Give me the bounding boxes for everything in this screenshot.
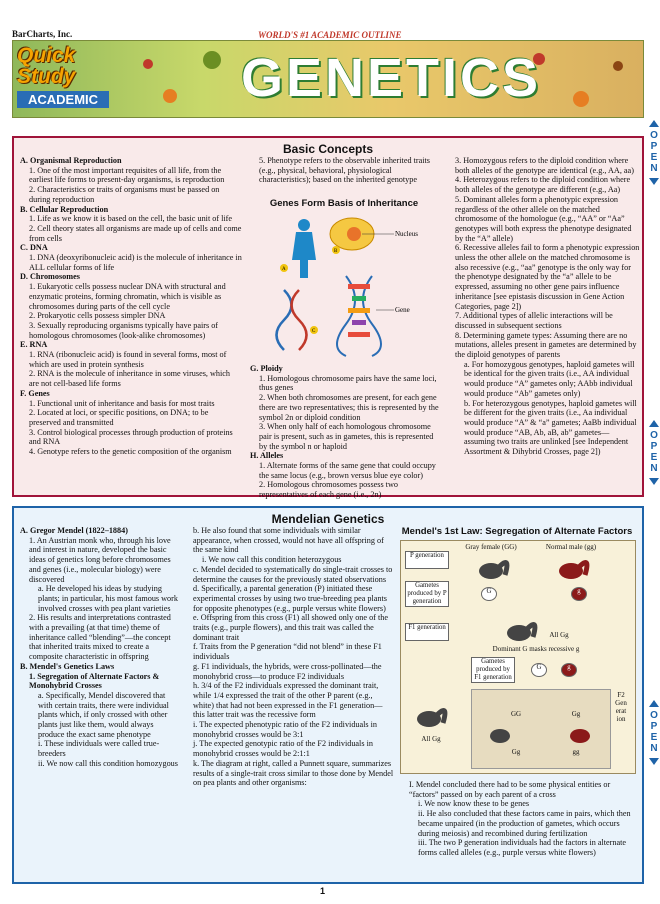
arrow-down-icon <box>649 478 659 485</box>
mendel-col-3 <box>400 780 636 858</box>
f2-generation-label: F2 Generation <box>615 691 627 723</box>
outline-item: 2. Cell theory states all organisms are made up of cells and come from cells <box>29 223 242 243</box>
outline-item: h. 3/4 of the F2 individuals expressed the dominant trait, while 1/4 expressed the trait of the other P parent (e.g., white) that had not been expressed in the F1 generation—this latter trait was the recessive form <box>193 681 383 720</box>
f1-generation-label: F1 generation <box>405 623 449 641</box>
arrow-up-icon <box>649 700 659 707</box>
outline-item: 5. Dominant alleles form a phenotypic expression regardless of the other allele on the matched chromosome of the homologue (e.g., “AA” or “Aa” genotypes will both express the phenotype designated by the “A” allele) <box>455 194 632 243</box>
outline-item: 4. Genotype refers to the genetic composition of the organism <box>29 447 232 457</box>
outline-item: iii. The two P generation individuals had the factors in alternate forms called alleles (e.g., purple versus white flowers) <box>418 838 627 857</box>
outline-item: 1. Functional unit of inheritance and basis for most traits <box>29 398 215 408</box>
tagline: WORLD'S #1 ACADEMIC OUTLINE <box>258 30 402 40</box>
basic-col-2-top <box>250 156 440 185</box>
outline-item: F. Genes <box>20 388 50 398</box>
open-label: OPEN <box>650 430 658 474</box>
cell-GG: GG <box>510 710 522 718</box>
outline-item: C. DNA <box>20 243 48 253</box>
logo-academic: ACADEMIC <box>17 91 109 108</box>
outline-item: k. The diagram at right, called a Punnett square, summarizes results of a single-trait cross similar to those done by Mendel on pea plants and other organisms: <box>193 758 394 788</box>
outline-item: 2. His results and interpretations contrasted with a prevailing (at that time) theme of inheritance called “blending”—the concept that inherited traits mixed to create a composite characteristic in offspring <box>29 613 171 662</box>
human-icon <box>292 219 316 278</box>
page-number: 1 <box>320 886 326 896</box>
p-generation-label: P generation <box>405 551 449 569</box>
outline-item: i. We now call this condition heterozygous <box>202 555 342 565</box>
open-label: OPEN <box>650 130 658 174</box>
arrow-down-icon <box>649 758 659 765</box>
squirrel-icon <box>476 720 606 746</box>
outline-item: 7. Additional types of allelic interactions will be discussed in subsequent sections <box>455 311 613 330</box>
squirrel-icon <box>411 701 451 731</box>
arrow-down-icon <box>649 178 659 185</box>
outline-item: 3. Control biological processes through production of proteins and RNA <box>29 427 233 447</box>
mendelian-genetics-section <box>12 506 644 884</box>
marker-a: A <box>282 267 286 272</box>
header <box>0 0 660 40</box>
outline-item: d. Specifically, a parental generation (P) initiated these experimental crosses by using two true-breeding pea plants for opposite phenotypes (e.g., purple versus white flowers) <box>193 584 387 613</box>
figure-title: Genes Form Basis of Inheritance <box>269 198 419 209</box>
outline-item: b. He also found that some individuals with similar appearance, when crossed, would not have all offspring of the same kind <box>193 526 384 555</box>
squirrel-icon <box>501 615 541 643</box>
marker-c: C <box>312 329 316 334</box>
outline-item: 1. RNA (ribonucleic acid) is found in several forms, most of which are used in protein synthesis <box>29 350 227 369</box>
outline-item: A. Gregor Mendel (1822–1884) <box>20 526 128 535</box>
mendel-col-2 <box>184 526 394 788</box>
cell-decoration <box>143 59 153 69</box>
title-banner <box>12 40 644 118</box>
outline-item: a. Specifically, Mendel discovered that with certain traits, there were individual plants which, if only crossed with other plants just like them, would always produce the exact same phenotype <box>38 690 169 739</box>
outline-item: 2. Prokaryotic cells possess simpler DNA <box>29 311 166 321</box>
outline-item: j. The expected genotypic ratio of the F2 individuals in monohybrid crosses would be 2:1:1 <box>193 739 373 759</box>
outline-item: E. RNA <box>20 340 48 350</box>
outline-item: 6. Recessive alleles fail to form a phenotypic expression unless the other allele on the matched chromosome is also recessive (e.g., “aa” genotype is the only way for the phenotype designated by the “a” allele to be expressed, assuming no other gene pairs influence inheritance [see epistasis discussion in Gene Action Categories, page 2]) <box>455 243 640 311</box>
gene-label: Gene <box>395 306 410 314</box>
outline-item: 2. Homologous chromosomes possess two representatives of each gene (i.e., 2n) <box>259 480 398 500</box>
basic-col-1 <box>20 156 242 457</box>
outline-item: 1. DNA (deoxyribonucleic acid) is the molecule of inheritance in ALL cellular forms of life <box>29 253 242 272</box>
nucleus-label: Nucleus <box>395 230 418 238</box>
quickstudy-logo <box>17 45 109 115</box>
cell-decoration <box>163 89 177 103</box>
gray-female-label: Gray female (GG) <box>465 543 517 551</box>
arrow-up-icon <box>649 120 659 127</box>
outline-item: ii. We now call this condition homozygous <box>38 758 178 768</box>
outline-item: 2. When both chromosomes are present, for each gene there are two representatives; this is represented by the symbol 2n or diploid condition <box>259 393 439 422</box>
cell-gg: gg <box>572 748 580 756</box>
page-title: GENETICS <box>241 48 542 108</box>
outline-item: A. Organismal Reproduction <box>20 156 122 165</box>
outline-item: i. These individuals were called true-breeders <box>38 739 160 759</box>
basic-col-2-bottom <box>250 364 440 500</box>
outline-item: 2. Characteristics or traits of organisms must be passed on during reproduction <box>29 185 220 204</box>
gamete-G: G <box>481 587 497 601</box>
mendel-col-1 <box>20 526 180 769</box>
normal-male-label: Normal male (gg) <box>545 543 597 551</box>
section-title: Mendelian Genetics <box>271 512 385 526</box>
outline-item: 1. Eukaryotic cells possess nuclear DNA with structural and enzymatic proteins, forming chromatin, which is visible as chromosomes during parts of the cell cycle <box>29 282 226 311</box>
dna-helix-icon <box>277 290 307 350</box>
gamete-g: g <box>571 587 587 601</box>
outline-item: 2. RNA is the molecule of inheritance in some viruses, which are not cell-based life forms <box>29 369 231 389</box>
all-gg-label: All Gg <box>421 735 441 743</box>
marker-b: B <box>334 249 338 254</box>
inheritance-figure <box>254 210 439 358</box>
outline-item: B. Cellular Reproduction <box>20 204 109 214</box>
arrow-up-icon <box>649 420 659 427</box>
punnett-square <box>471 689 611 769</box>
outline-item: 3. Sexually reproducing organisms typically have pairs of homologous chromosomes (look-alike chromosomes) <box>29 320 219 340</box>
gametes-p-label: Gametes produced by P generation <box>405 581 449 607</box>
outline-item: 3. Homozygous refers to the diploid condition where both alleles of the genotype are identical (e.g., AA, aa) <box>455 156 634 175</box>
outline-item: D. Chromosomes <box>20 272 80 282</box>
outline-item: i. The expected phenotypic ratio of the F2 individuals in monohybrid crosses would be 3:1 <box>193 720 378 739</box>
basic-concepts-section <box>12 136 644 500</box>
logo-line: Quick <box>17 44 76 67</box>
outline-item: f. Traits from the P generation “did not blend” in these F1 individuals <box>193 642 382 662</box>
outline-item: b. For heterozygous genotypes, haploid gametes will be different for the given traits (i.e., Aa individual would produce “A” & “a” gametes; AaBb individual would produce “AB, Ab, aB, ab” gametes—assuming two traits are unlinked [see Independent Assortment & Dihybrid Crosses, page 2]) <box>464 398 637 457</box>
outline-item: 2. Located at loci, or specific positions, on DNA; to be preserved and transmitted <box>29 408 209 427</box>
gametes-f1-label: Gametes produced by F1 generation <box>471 657 515 683</box>
squirrel-icon <box>471 553 601 583</box>
open-label: OPEN <box>650 710 658 754</box>
outline-item: 1. Alternate forms of the same gene that could occupy the same locus (e.g., brown versus blue eye color) <box>259 461 436 480</box>
outline-item: 1. Segregation of Alternate Factors & Monohybrid Crosses <box>29 671 160 691</box>
outline-item: G. Ploidy <box>250 364 283 373</box>
outline-item: I. Mendel concluded there had to be some physical entities or “factors” passed on by each parent of a cross <box>409 780 611 799</box>
outline-item: H. Alleles <box>250 451 284 461</box>
outline-item: B. Mendel's Genetics Laws <box>20 661 115 671</box>
cell-Gg: Gg <box>571 710 581 718</box>
outline-item: ii. He also concluded that these factors came in pairs, which then became unpaired (in the production of gametes, which occurs during meiosis) and recombined during fertilization <box>418 809 631 838</box>
outline-item: a. For homozygous genotypes, haploid gametes will be identical for the given traits (i.e., AA individual would produce “A” gametes only; AAbb individual would produce “Ab” gametes only) <box>464 359 635 398</box>
dna-ladder-icon <box>337 276 381 356</box>
outline-item: 8. Determining gamete types: Assuming there are no mutations, alleles present in gametes are determined by the diploid genotypes of parents <box>455 330 637 360</box>
outline-item: 1. One of the most important requisites of all life, from the earliest life forms to present-day organisms, is reproduction <box>29 165 225 185</box>
outline-item: 3. When only half of each homologous chromosome pair is present, such as in gametes, this is represented by the symbol n or haploid <box>259 422 434 451</box>
cell-decoration <box>573 91 589 107</box>
outline-item: 1. An Austrian monk who, through his love and interest in nature, developed the basic ideas of genetics long before chromosomes and genes (i.e., molecular biology) were discovered <box>29 535 171 584</box>
dominant-label: Dominant G masks recessive g <box>492 645 580 653</box>
basic-col-3 <box>446 156 640 457</box>
punnett-figure <box>400 540 636 774</box>
section-title: Basic Concepts <box>282 142 374 156</box>
cell-Gg: Gg <box>511 748 521 756</box>
publisher: BarCharts, Inc. <box>12 29 73 39</box>
outline-item: c. Mendel decided to systematically do single-trait crosses to determine the causes for the previously stated observations <box>193 564 393 584</box>
outline-item: i. We now know these to be genes <box>418 799 530 809</box>
cell-decoration <box>203 51 221 69</box>
outline-item: 1. Life as we know it is based on the cell, the basic unit of life <box>29 214 233 224</box>
figure-title: Mendel's 1st Law: Segregation of Alternate Factors <box>401 526 633 537</box>
logo-line: Study <box>17 65 76 88</box>
outline-item: 1. Homologous chromosome pairs have the same loci, thus genes <box>259 373 437 393</box>
gamete-G: G <box>531 663 547 677</box>
open-tab-strip <box>648 120 660 890</box>
outline-item: 5. Phenotype refers to the observable inherited traits (e.g., physical, behavioral, physiological characteristics); based on the inherited genotype <box>259 156 430 185</box>
gamete-g: g <box>561 663 577 677</box>
cell-decoration <box>613 61 623 71</box>
all-gg-label: All Gg <box>549 631 569 639</box>
outline-item: e. Offspring from this cross (F1) all showed only one of the traits (e.g., purple flowers), and this trait was called the dominant trait <box>193 613 388 642</box>
outline-item: g. F1 individuals, the hybrids, were cross-pollinated—the monohybrid cross—to produce F2 individuals <box>193 661 382 681</box>
outline-item: 4. Heterozygous refers to the diploid condition where both alleles of the genotype are different (e.g., Aa) <box>455 175 631 195</box>
outline-item: a. He developed his ideas by studying plants; in particular, his most famous work involved crosses with pea plant varieties <box>38 584 178 613</box>
